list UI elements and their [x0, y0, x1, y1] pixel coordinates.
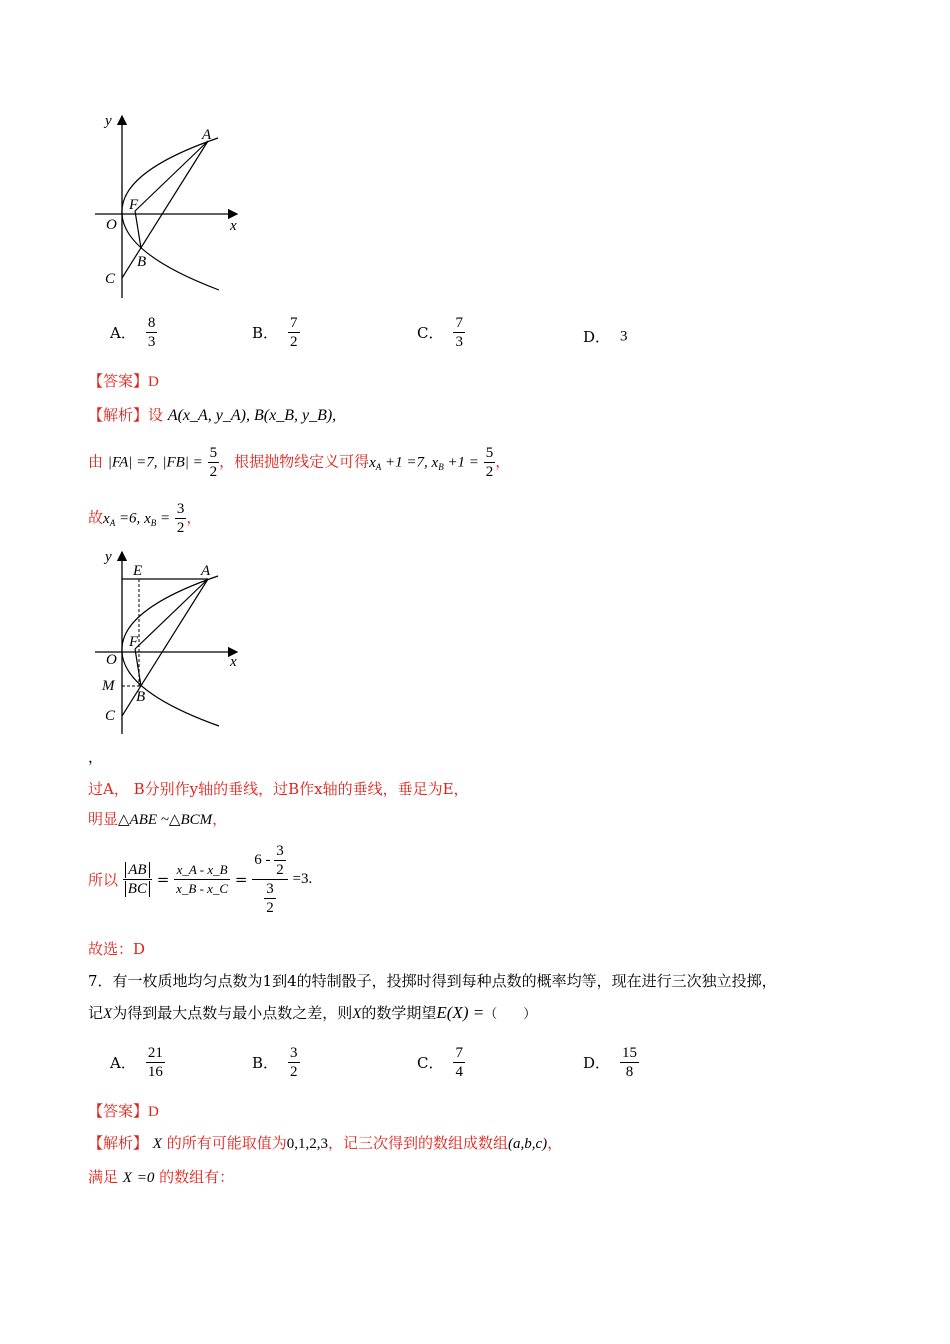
- label-f: F: [129, 197, 139, 213]
- q7-option-d[interactable]: D． $\frac{15}{8}$: [583, 1045, 638, 1080]
- q6-answer: 【答案】D: [88, 372, 159, 390]
- line-fa: [135, 141, 208, 211]
- fraction: $\frac{15}{8}$: [622, 1045, 638, 1080]
- label-b: B: [136, 689, 146, 705]
- fraction: $\frac{8}{3}$: [147, 315, 156, 350]
- q6-option-a[interactable]: A． $\frac{8}{3}$: [110, 315, 156, 350]
- q7-option-c[interactable]: C． $\frac{7}{4}$: [417, 1045, 463, 1080]
- label-b: B: [137, 254, 147, 270]
- q7-question-line-1: 7．有一枚质地均匀点数为1到4的特制骰子，投掷时得到每种点数的概率均等，现在进行三次独立投掷，: [88, 972, 777, 990]
- q6-analysis-line-2: 由 |FA| =7, |FB| = $\frac{5}{2}$ ，根据抛物线定义可得$x_A +1 =7$, $x_B +1$ = $\frac{5}{2}$ ，: [88, 445, 511, 480]
- label-x: x: [230, 218, 237, 234]
- q6-analysis-line-6: 所以 $\frac{AB}{BC}$ = $\frac{x\_A - x\_B}{x\_B - x\_C}$ = 6 - $\frac{3}{2}$ $\frac{3}{2}$ =3.: [88, 843, 313, 916]
- q6-option-d[interactable]: D． 3: [583, 328, 628, 346]
- q7-answer: 【答案】D: [88, 1102, 159, 1120]
- parabola-figure-2: [95, 546, 255, 742]
- fraction: $\frac{3}{2}$: [290, 1045, 298, 1080]
- label-o: O: [106, 652, 117, 668]
- q6-option-b[interactable]: B． $\frac{7}{2}$: [252, 315, 298, 350]
- label-a: A: [201, 563, 211, 579]
- label-f: F: [129, 634, 139, 650]
- stray-comma: ，: [88, 748, 104, 766]
- fraction: $\frac{21}{16}$: [147, 1045, 163, 1080]
- q7-option-b[interactable]: B． $\frac{3}{2}$: [252, 1045, 298, 1080]
- label-y: y: [105, 113, 112, 129]
- q7-question-line-2: 记X为得到最大点数与最小点数之差，则X的数学期望E(X) =（ ）: [88, 1003, 537, 1022]
- q6-analysis-line-3: 故$x_A =6$, $x_B$ = $\frac{3}{2}$ ，: [88, 501, 202, 536]
- q7-analysis-line-1: 【解析】 X 的所有可能取值为0,1,2,3，记三次得到的数组成数组(a,b,c)，: [88, 1134, 563, 1152]
- q6-option-c[interactable]: C． $\frac{7}{3}$: [417, 315, 463, 350]
- q6-analysis-line-4: 过A， B分别作y轴的垂线，过B作x轴的垂线，垂足为E，: [88, 780, 469, 798]
- label-m: M: [102, 678, 115, 694]
- fraction: $\frac{7}{3}$: [455, 315, 463, 350]
- label-y: y: [105, 549, 112, 565]
- label-c: C: [105, 271, 116, 287]
- q6-analysis-line-5: 明显△ABE ~△BCM，: [88, 810, 228, 828]
- q6-analysis-line-1: 【解析】设 A(x_A, y_A), B(x_B, y_B),: [88, 406, 337, 424]
- q7-analysis-line-2: 满足 X =0 的数组有：: [88, 1168, 235, 1186]
- label-x: x: [230, 654, 237, 670]
- fraction: $\frac{7}{2}$: [290, 315, 298, 350]
- line-fa: [135, 579, 208, 649]
- fraction: $\frac{7}{4}$: [455, 1045, 463, 1080]
- q6-final-choice: 故选：D: [88, 940, 146, 958]
- q7-option-a[interactable]: A． $\frac{21}{16}$: [110, 1045, 163, 1080]
- label-a: A: [202, 127, 212, 143]
- label-e: E: [133, 563, 143, 579]
- label-o: O: [106, 217, 117, 233]
- label-c: C: [105, 708, 116, 724]
- parabola-figure-1: [95, 108, 255, 308]
